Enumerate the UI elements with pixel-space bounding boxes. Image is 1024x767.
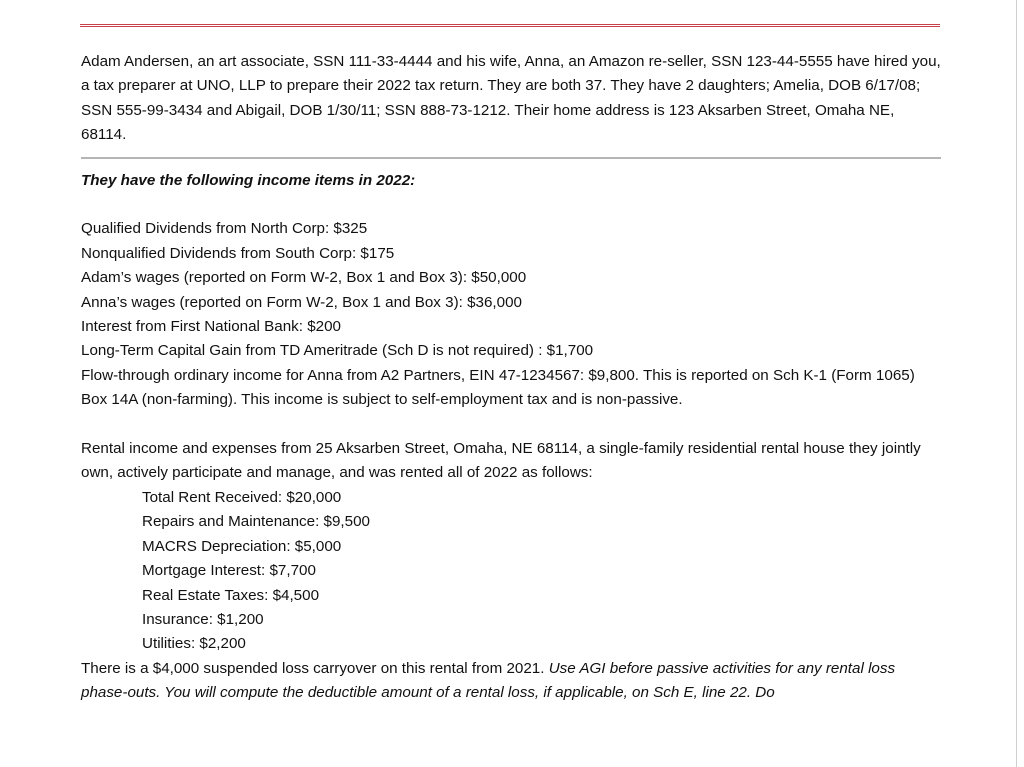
- carryover-instructions: Use AGI before passive activities for any rental loss phase-outs. You will compute the deductible amount of a rental loss, if applicable, on Sch E, line 22. Do: [81, 659, 896, 702]
- income-item: Interest from First National Bank: $200: [81, 318, 341, 336]
- income-heading: They have the following income items in 2022:: [81, 171, 416, 189]
- rental-item: Total Rent Received: $20,000: [142, 488, 342, 506]
- page-right-edge: [1016, 0, 1017, 767]
- header-rule: [80, 24, 940, 27]
- rental-item: Utilities: $2,200: [142, 635, 246, 653]
- income-item: Flow-through ordinary income for Anna from A2 Partners, EIN 47-1234567: $9,800. This is reported on Sch K-1 (Form 1065) Box 14A (non-farming). This income is subject to self-employment tax and is non-passive.: [81, 366, 915, 409]
- rental-intro: Rental income and expenses from 25 Aksarben Street, Omaha, NE 68114, a single-family residential rental house they jointly own, actively participate and manage, and was rented all of 2022 as follows:: [81, 440, 921, 482]
- section-divider: [81, 157, 941, 159]
- income-item: Long-Term Capital Gain from TD Ameritrade (Sch D is not required) : $1,700: [81, 342, 594, 360]
- carryover-text: There is a $4,000 suspended loss carryover on this rental from 2021.: [81, 659, 549, 677]
- income-item: Anna’s wages (reported on Form W-2, Box 1 and Box 3): $36,000: [81, 293, 522, 311]
- income-list: [81, 217, 941, 412]
- rental-list: [81, 486, 941, 657]
- income-item: Adam’s wages (reported on Form W-2, Box 1 and Box 3): $50,000: [81, 269, 527, 287]
- rental-item: Insurance: $1,200: [142, 610, 264, 628]
- document-body: [81, 50, 941, 706]
- income-item: Nonqualified Dividends from South Corp: $175: [81, 244, 395, 262]
- rental-item: Mortgage Interest: $7,700: [142, 562, 316, 580]
- intro-paragraph: Adam Andersen, an art associate, SSN 111-33-4444 and his wife, Anna, an Amazon re-seller, SSN 123-44-5555 have hired you, a tax preparer at UNO, LLP to prepare their 2022 tax return. They are both 37. They have 2 daughters; Amelia, DOB 6/17/08; SSN 555-99-3434 and Abigail, DOB 1/30/11; SSN 888-73-1212. Their home address is 123 Aksarben Street, Omaha NE, 68114.: [81, 53, 941, 144]
- carryover-paragraph: [81, 657, 941, 706]
- income-item: Qualified Dividends from North Corp: $325: [81, 220, 368, 238]
- rental-item: Repairs and Maintenance: $9,500: [142, 513, 370, 531]
- rental-item: Real Estate Taxes: $4,500: [142, 586, 320, 604]
- rental-item: MACRS Depreciation: $5,000: [142, 537, 342, 555]
